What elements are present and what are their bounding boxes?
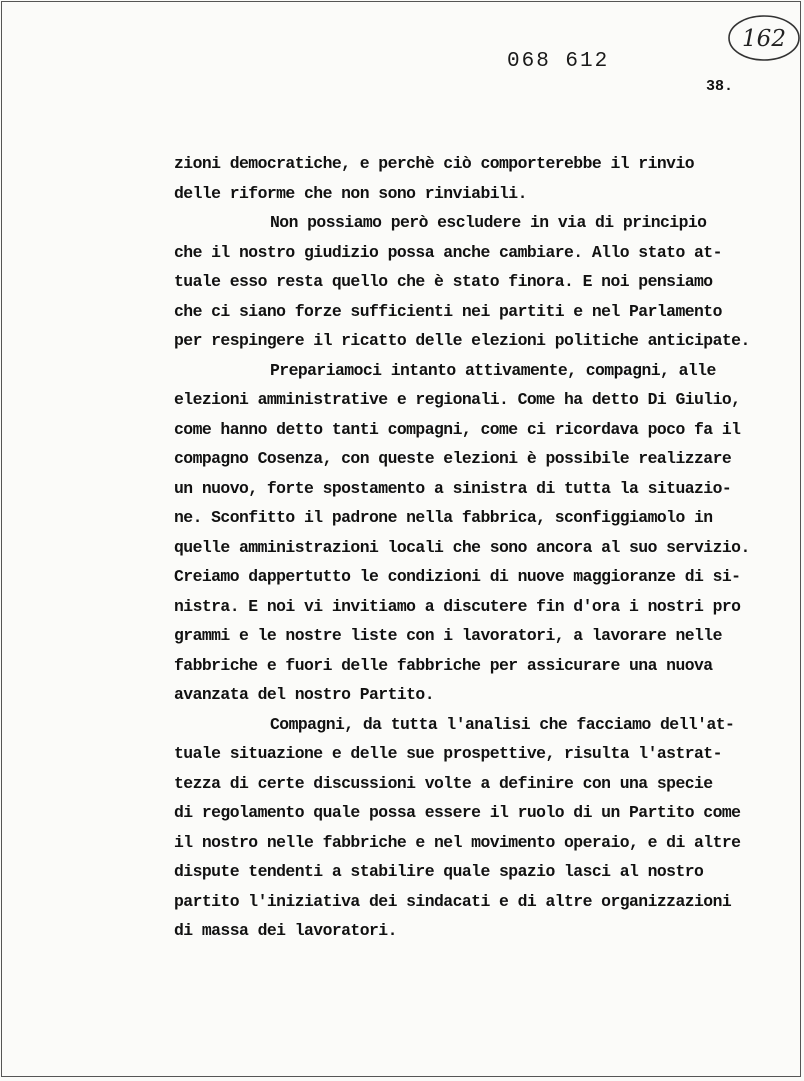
stamp-number: 162 xyxy=(742,26,786,52)
text-line: Creiamo dappertutto le condizioni di nuove maggioranze di si- xyxy=(174,567,741,586)
text-line: che ci siano forze sufficienti nei partiti e nel Parlamento xyxy=(174,301,722,321)
text-line: fabbriche e fuori delle fabbriche per assicurare una nuova xyxy=(174,655,713,675)
text-line: quelle amministrazioni locali che sono ancora al suo servizio. xyxy=(174,537,750,557)
text-line: tuale situazione e delle sue prospettive, risulta l'astrat- xyxy=(174,744,722,763)
text-line: per respingere il ricatto delle elezioni politiche anticipate. xyxy=(174,331,750,350)
document-page xyxy=(1,1,801,1077)
page-stamp xyxy=(726,13,801,63)
text-line: che il nostro giudizio possa anche cambiare. Allo stato at- xyxy=(174,242,722,262)
paragraph-start: Non possiamo però escludere in via di principio xyxy=(270,213,707,232)
text-line: tuale esso resta quello che è stato finora. E noi pensiamo xyxy=(174,272,713,291)
text-line: avanzata del nostro Partito. xyxy=(174,685,435,704)
text-line: come hanno detto tanti compagni, come ci ricordava poco fa il xyxy=(174,419,741,439)
text-line: un nuovo, forte spostamento a sinistra di tutta la situazio- xyxy=(174,478,732,498)
text-line: zioni democratiche, e perchè ciò comporterebbe il rinvio xyxy=(174,154,695,173)
stamp-circle-icon xyxy=(726,13,801,63)
text-line: nistra. E noi vi invitiamo a discutere fin d'ora i nostri pro xyxy=(174,596,741,616)
text-line: ne. Sconfitto il padrone nella fabbrica, sconfiggiamolo in xyxy=(174,508,713,527)
text-line: elezioni amministrative e regionali. Come ha detto Di Giulio, xyxy=(174,390,741,409)
text-line: di regolamento quale possa essere il ruolo di un Partito come xyxy=(174,803,741,822)
text-line xyxy=(174,710,794,740)
text-line: dispute tendenti a stabilire quale spazio lasci al nostro xyxy=(174,862,704,881)
text-line: di massa dei lavoratori. xyxy=(174,921,397,940)
paragraph-start: Prepariamoci intanto attivamente, compagni, alle xyxy=(270,360,716,380)
text-line: delle riforme che non sono rinviabili. xyxy=(174,183,527,203)
text-line xyxy=(174,208,794,238)
text-line: partito l'iniziativa dei sindacati e di altre organizzazioni xyxy=(174,891,732,911)
text-line: grammi e le nostre liste con i lavoratori, a lavorare nelle xyxy=(174,626,722,645)
paragraph-start: Compagni, da tutta l'analisi che facciamo dell'at- xyxy=(270,714,735,734)
page-number: 38. xyxy=(706,78,734,95)
typed-body-text xyxy=(174,149,794,946)
document-number: 068 612 xyxy=(507,50,610,73)
text-line: compagno Cosenza, con queste elezioni è possibile realizzare xyxy=(174,449,732,468)
text-line xyxy=(174,356,794,386)
text-line: il nostro nelle fabbriche e nel movimento operaio, e di altre xyxy=(174,832,741,852)
text-line: tezza di certe discussioni volte a definire con una specie xyxy=(174,773,713,793)
